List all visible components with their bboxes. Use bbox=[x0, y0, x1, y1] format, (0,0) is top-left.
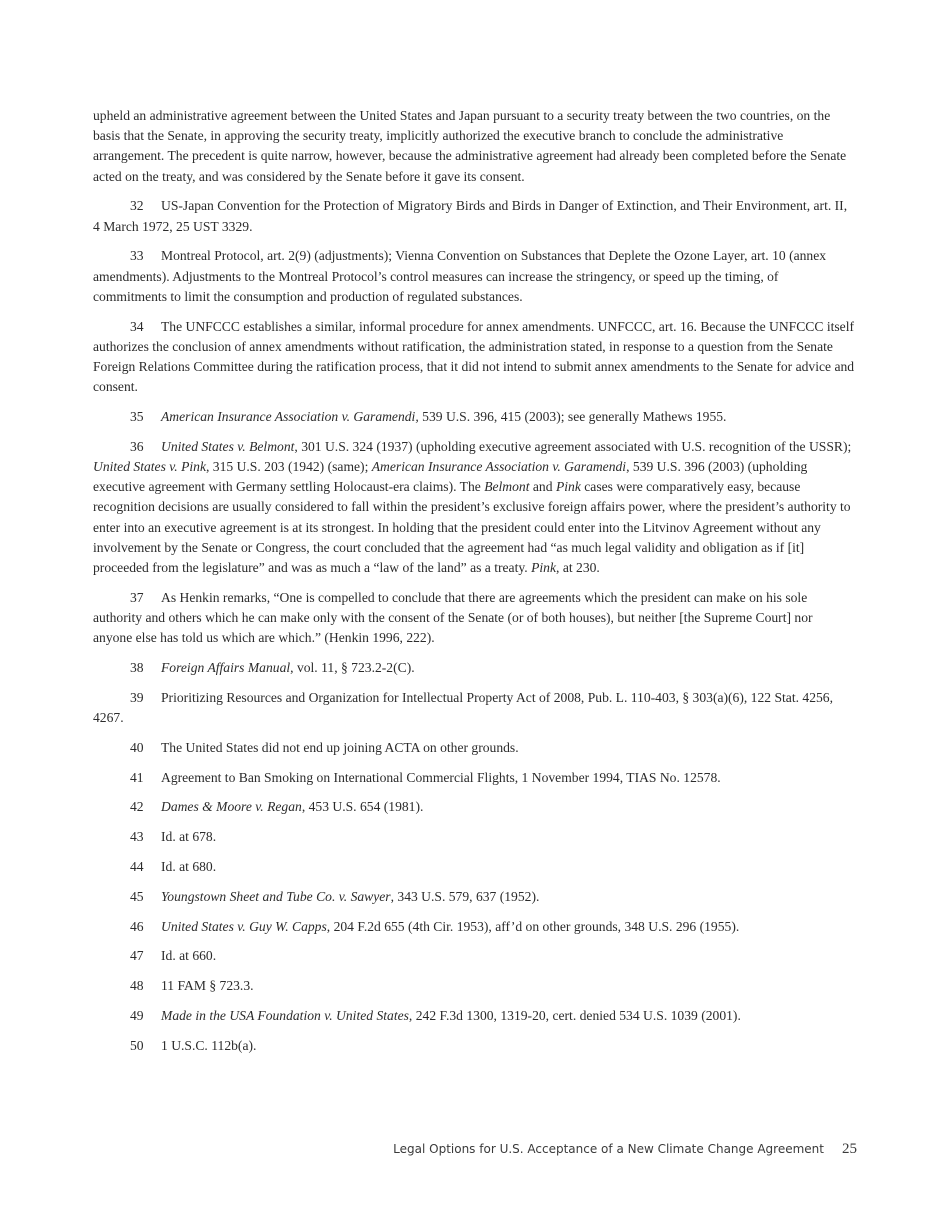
endnote-number: 32 bbox=[130, 198, 144, 214]
endnote-text: US-Japan Convention for the Protection of Migratory Birds and Birds in Danger of Extinction, and Their Environment, art. II, 4 March 1972, 25 UST 3329. bbox=[93, 198, 848, 234]
endnote-number: 46 bbox=[130, 918, 144, 934]
endnote-text: , 301 U.S. 324 (1937) (upholding executive agreement associated with U.S. recognition of the USSR); bbox=[294, 438, 852, 454]
endnote-number: 48 bbox=[130, 978, 144, 994]
endnote-text: Id. at 678. bbox=[161, 829, 217, 845]
endnote-number: 50 bbox=[130, 1037, 144, 1053]
endnote-citation: Pink bbox=[531, 560, 557, 576]
endnotes-list bbox=[93, 106, 855, 1066]
endnote-text: , vol. 11, § 723.2-2(C). bbox=[290, 660, 415, 676]
endnote-citation: Foreign Affairs Manual bbox=[161, 660, 291, 676]
endnote-citation: Youngstown Sheet and Tube Co. v. Sawyer bbox=[161, 888, 391, 904]
endnote-text: Id. at 660. bbox=[161, 948, 217, 964]
endnote bbox=[93, 437, 855, 578]
endnote bbox=[93, 317, 855, 398]
endnote-citation: United States v. Pink bbox=[93, 459, 206, 475]
endnote-text: The UNFCCC establishes a similar, informal procedure for annex amendments. UNFCCC, art. 16. Because the UNFCCC itself authorizes the conclusion of annex amendments without ratification, the administration stated, in response to a question from the Senate Foreign Relations Committee during the ratification process, that it did not intend to submit annex amendments to the Senate for advice and consent. bbox=[93, 318, 855, 395]
endnote bbox=[93, 658, 855, 678]
endnote-text: upheld an administrative agreement between the United States and Japan pursuant to a security treaty between the two countries, on the basis that the Senate, in approving the security treaty, implicitly authorized the executive branch to conclude the administrative arrangement. The precedent is quite narrow, however, because the administrative agreement had already been completed before the Senate acted on the treaty, and was considered by the Senate before it gave its consent. bbox=[93, 108, 847, 184]
endnote bbox=[93, 768, 855, 788]
endnote-number: 35 bbox=[130, 409, 144, 425]
endnote bbox=[93, 588, 855, 649]
page-number: 25 bbox=[842, 1141, 857, 1157]
endnote-text: , 453 U.S. 654 (1981). bbox=[301, 799, 424, 815]
endnote-text: Id. at 680. bbox=[161, 859, 217, 875]
endnote-text: As Henkin remarks, “One is compelled to conclude that there are agreements which the president can make on his sole authority and others which he can make only with the consent of the Senate (or of both houses), but neither [the Supreme Court] nor anyone else has told us which are which.” (Henkin 1996, 222). bbox=[93, 589, 813, 646]
endnote-text: Montreal Protocol, art. 2(9) (adjustments); Vienna Convention on Substances that Deplete the Ozone Layer, art. 10 (annex amendments). Adjustments to the Montreal Protocol’s control measures can increase the stringency, or speed up the timing, of commitments to limit the consumption and production of regulated substances. bbox=[93, 248, 827, 304]
endnote-text: , 242 F.3d 1300, 1319-20, cert. denied 534 U.S. 1039 (2001). bbox=[408, 1008, 741, 1023]
endnote-number: 37 bbox=[130, 589, 144, 605]
endnote bbox=[93, 1036, 855, 1056]
endnote-number: 40 bbox=[130, 739, 144, 755]
running-title: Legal Options for U.S. Acceptance of a New Climate Change Agreement bbox=[393, 1142, 824, 1156]
endnote-text: and bbox=[529, 479, 556, 495]
endnote bbox=[93, 797, 855, 817]
endnote-number: 42 bbox=[130, 799, 144, 815]
endnote bbox=[93, 688, 855, 728]
endnote bbox=[93, 976, 855, 996]
endnote bbox=[93, 857, 855, 877]
endnote-text: , at 230. bbox=[556, 560, 600, 576]
page-footer bbox=[393, 1141, 857, 1158]
endnote-citation: United States v. Guy W. Capps bbox=[161, 918, 327, 934]
endnote-text: , 315 U.S. 203 (1942) (same); bbox=[206, 459, 372, 475]
endnote-text: The United States did not end up joining ACTA on other grounds. bbox=[161, 739, 519, 755]
endnote-text: Prioritizing Resources and Organization for Intellectual Property Act of 2008, Pub. L. 110-403, § 303(a)(6), 122 Stat. 4256, 4267. bbox=[93, 689, 834, 726]
endnote-number: 45 bbox=[130, 888, 144, 904]
endnote bbox=[93, 246, 855, 307]
endnote-citation: American Insurance Association v. Garamendi bbox=[371, 459, 627, 475]
endnote bbox=[93, 887, 855, 907]
endnote-number: 43 bbox=[130, 829, 144, 845]
endnote-citation: Made in the USA Foundation v. United States bbox=[161, 1008, 409, 1023]
endnote-number: 49 bbox=[130, 1008, 144, 1023]
endnote-number: 41 bbox=[130, 769, 144, 785]
endnote-text: Agreement to Ban Smoking on International Commercial Flights, 1 November 1994, TIAS No. 12578. bbox=[161, 769, 721, 785]
endnote-citation: Pink bbox=[555, 479, 581, 495]
endnote-number: 47 bbox=[130, 948, 144, 964]
endnote-citation: Belmont bbox=[484, 479, 530, 495]
endnote bbox=[93, 917, 855, 937]
endnote-text: , 539 U.S. 396 (2003) (upholding executive agreement with Germany settling Holocaust-era claims). The bbox=[93, 459, 808, 495]
endnote bbox=[93, 407, 855, 427]
endnote bbox=[93, 106, 855, 187]
endnote bbox=[93, 946, 855, 966]
endnote-citation: United States v. Belmont bbox=[161, 438, 295, 454]
endnote-text: , 204 F.2d 655 (4th Cir. 1953), aff’d on other grounds, 348 U.S. 296 (1955). bbox=[326, 918, 740, 934]
endnote bbox=[93, 1006, 855, 1026]
endnote-number: 38 bbox=[130, 660, 144, 676]
endnote-number: 36 bbox=[130, 438, 144, 454]
endnote-number: 44 bbox=[130, 859, 144, 875]
endnote-text: , 343 U.S. 579, 637 (1952). bbox=[390, 888, 540, 904]
endnote-number: 39 bbox=[130, 689, 144, 705]
endnote bbox=[93, 827, 855, 847]
endnote-number: 33 bbox=[130, 248, 144, 264]
endnote-text: 11 FAM § 723.3. bbox=[161, 978, 254, 994]
endnote bbox=[93, 196, 855, 236]
endnote-text: cases were comparatively easy, because recognition decisions are usually considered to fall within the president’s exclusive foreign affairs power, where the president’s authority to enter into an executive agreement is at its strongest. In holding that the president could enter into the Litvinov Agreement without any involvement by the Senate or Congress, the court concluded that the agreement had “as much legal validity and obligation as if [it] proceeded from the legislature” and was as much a “law of the land” as a treaty. bbox=[93, 479, 851, 576]
endnote-citation: Dames & Moore v. Regan bbox=[161, 799, 302, 815]
endnote-number: 34 bbox=[130, 318, 144, 334]
endnote-citation: American Insurance Association v. Garamendi, bbox=[161, 409, 419, 425]
endnote-text: 1 U.S.C. 112b(a). bbox=[161, 1037, 257, 1053]
endnote bbox=[93, 738, 855, 758]
endnote-text: 539 U.S. 396, 415 (2003); see generally Mathews 1955. bbox=[418, 409, 727, 425]
